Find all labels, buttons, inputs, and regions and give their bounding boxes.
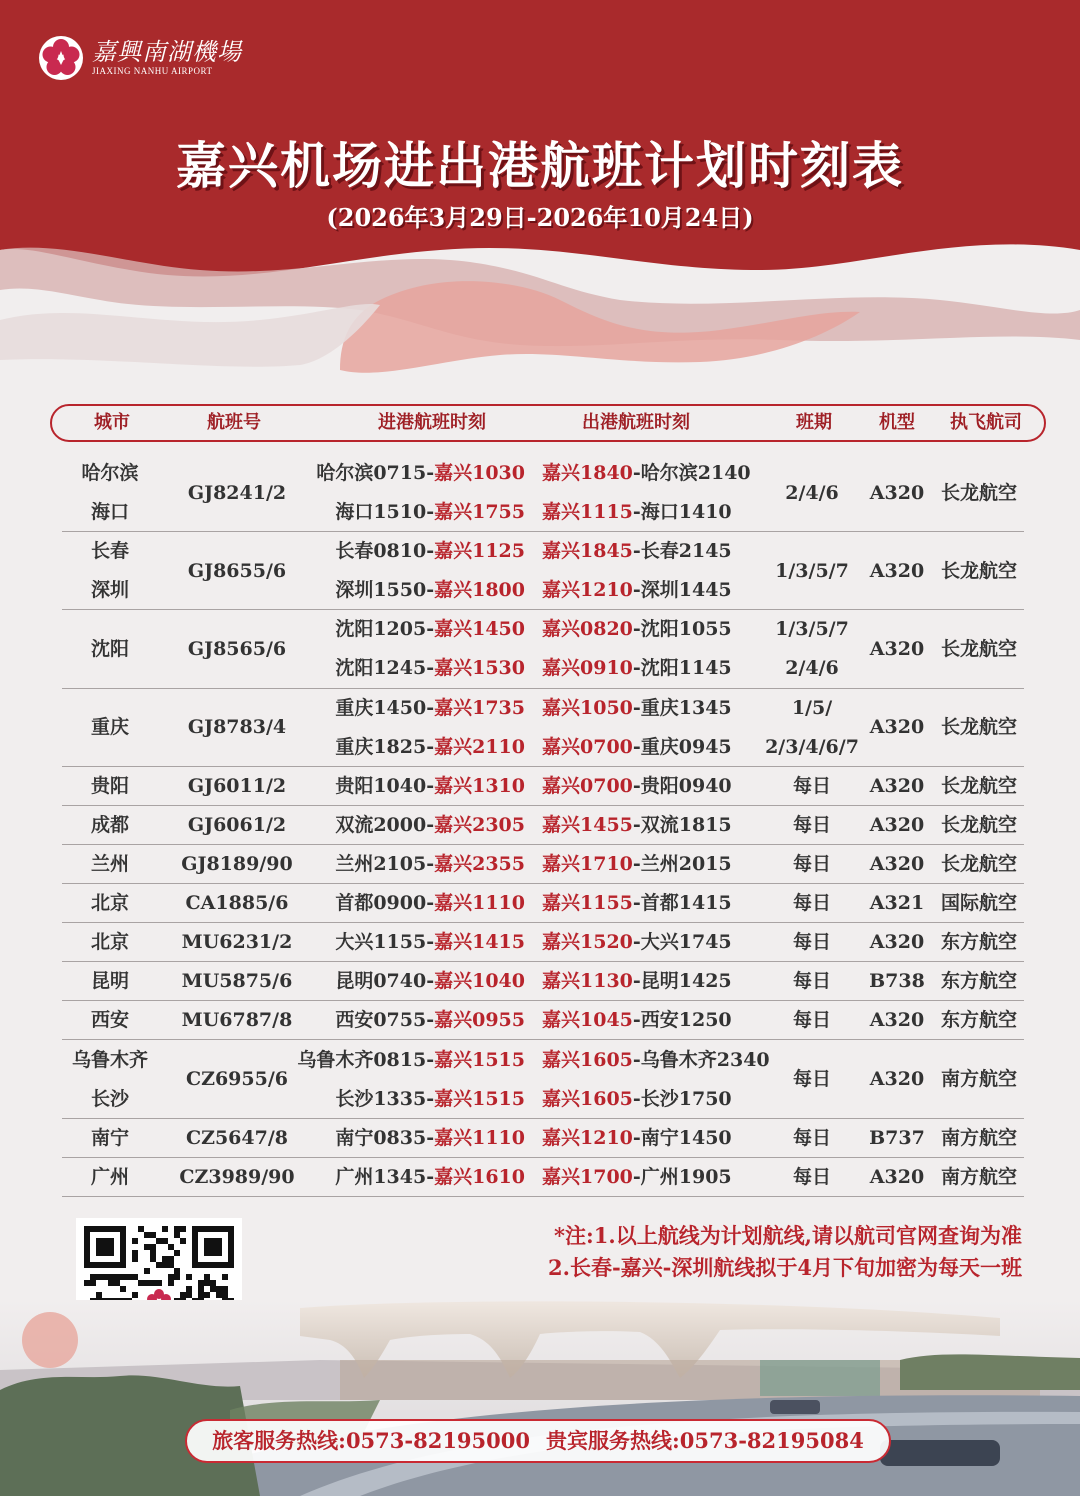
departure-jiaxing: 嘉兴1210	[542, 1126, 633, 1149]
arrival-jiaxing: 嘉兴1110	[434, 892, 525, 915]
airline-name: 国际航空	[940, 892, 1017, 915]
schedule-days: 2/3/4/6/7	[765, 735, 859, 758]
arrival-origin: 贵阳1040-	[335, 774, 435, 797]
departure-time	[542, 927, 782, 958]
arrival-jiaxing: 嘉兴1415	[434, 931, 525, 954]
aircraft-type: A320	[869, 1009, 925, 1032]
airline-name: 南方航空	[940, 1126, 1017, 1149]
notes	[400, 1220, 1022, 1284]
schedule-days: 每日	[792, 1126, 831, 1149]
departure-destination: -重庆0945	[632, 735, 732, 758]
arrival-jiaxing: 嘉兴1515	[434, 1048, 525, 1071]
aircraft-type: A320	[869, 813, 925, 836]
aircraft-type: A320	[869, 637, 925, 660]
city-name: 海口	[90, 501, 129, 524]
arrival-origin: 昆明0740-	[335, 970, 435, 993]
column-header-aircraft: 机型	[879, 412, 915, 433]
arrival-jiaxing: 嘉兴1110	[434, 1126, 525, 1149]
arrival-origin: 重庆1450-	[335, 696, 435, 719]
departure-destination: -沈阳1055	[632, 618, 732, 641]
departure-time	[542, 497, 782, 528]
departure-jiaxing: 嘉兴1210	[542, 579, 633, 602]
table-row	[62, 1158, 1024, 1197]
airline-name: 长龙航空	[940, 853, 1017, 875]
arrival-time	[287, 1123, 525, 1154]
arrival-origin: 双流2000-	[335, 813, 435, 836]
airport-logo	[38, 34, 242, 82]
aircraft-type: A320	[869, 1068, 925, 1091]
flight-number: CZ5647/8	[185, 1126, 289, 1149]
aircraft-type: A320	[869, 559, 925, 582]
table-row	[62, 884, 1024, 923]
departure-destination: -乌鲁木齐2340	[632, 1048, 770, 1071]
column-header-arrival: 进港航班时刻	[378, 412, 486, 433]
airline-name: 长龙航空	[940, 813, 1017, 836]
schedule-days: 1/3/5/7	[775, 559, 849, 582]
arrival-time	[287, 927, 525, 958]
arrival-time	[287, 614, 525, 645]
note-line-1: *注:1.以上航线为计划航线,请以航司官网查询为准	[554, 1223, 1022, 1248]
arrival-time	[287, 849, 525, 880]
arrival-jiaxing: 嘉兴0955	[434, 1009, 525, 1032]
table-row	[62, 1041, 1024, 1119]
departure-time	[542, 771, 782, 802]
aircraft-type: A320	[869, 931, 925, 954]
arrival-time	[287, 1162, 525, 1193]
schedule-days: 每日	[792, 892, 831, 915]
arrival-time	[287, 1005, 525, 1036]
departure-destination: -兰州2015	[632, 853, 732, 875]
city-name: 西安	[90, 1009, 129, 1032]
arrival-time	[287, 1045, 525, 1076]
city-name: 乌鲁木齐	[71, 1048, 148, 1071]
arrival-origin: 大兴1155-	[335, 931, 435, 954]
city-name: 贵阳	[90, 774, 129, 797]
departure-jiaxing: 嘉兴1115	[542, 501, 633, 524]
departure-jiaxing: 嘉兴0820	[542, 618, 633, 641]
city-name: 重庆	[90, 716, 129, 739]
arrival-jiaxing: 嘉兴1030	[434, 462, 525, 484]
table-row	[62, 1119, 1024, 1158]
arrival-jiaxing: 嘉兴1310	[434, 774, 525, 797]
arrival-origin: 海口1510-	[335, 501, 435, 524]
departure-destination: -大兴1745	[632, 931, 732, 954]
airline-name: 东方航空	[940, 970, 1017, 993]
flight-number: GJ8189/90	[181, 853, 293, 875]
table-row	[62, 610, 1024, 688]
column-header-departure: 出港航班时刻	[582, 412, 690, 433]
departure-time	[542, 810, 782, 841]
departure-time	[542, 1045, 782, 1076]
departure-time	[542, 1084, 782, 1115]
arrival-origin: 西安0755-	[335, 1009, 435, 1032]
departure-destination: -南宁1450	[632, 1126, 732, 1149]
airport-terminal-illustration	[0, 1300, 1080, 1496]
column-header-city: 城市	[94, 412, 130, 433]
arrival-origin: 长沙1335-	[335, 1087, 435, 1110]
departure-time	[542, 458, 782, 489]
arrival-origin: 哈尔滨0715-	[316, 462, 435, 484]
table-row	[62, 962, 1024, 1001]
departure-destination: -双流1815	[632, 813, 732, 836]
arrival-origin: 沈阳1245-	[335, 657, 435, 680]
service-hotline-bar	[185, 1419, 891, 1463]
departure-time	[542, 1005, 782, 1036]
table-row	[62, 454, 1024, 532]
logo-name-en: JIAXING NANHU AIRPORT	[92, 66, 213, 76]
departure-destination: -贵阳0940	[632, 774, 732, 797]
arrival-origin: 乌鲁木齐0815-	[297, 1048, 435, 1071]
schedule-days: 每日	[792, 931, 831, 954]
arrival-jiaxing: 嘉兴1040	[434, 970, 525, 993]
arrival-origin: 广州1345-	[335, 1165, 435, 1188]
departure-destination: -昆明1425	[632, 970, 732, 993]
city-name: 哈尔滨	[81, 462, 139, 484]
city-name: 北京	[90, 892, 129, 915]
aircraft-type: A321	[869, 892, 925, 915]
flight-number: GJ8655/6	[187, 559, 287, 582]
departure-jiaxing: 嘉兴0700	[542, 774, 633, 797]
departure-time	[542, 966, 782, 997]
departure-destination: -广州1905	[632, 1165, 732, 1188]
departure-time	[542, 732, 782, 763]
departure-jiaxing: 嘉兴1710	[542, 853, 633, 875]
departure-destination: -首都1415	[632, 892, 732, 915]
departure-time	[542, 849, 782, 880]
departure-destination: -深圳1445	[632, 579, 732, 602]
arrival-time	[287, 771, 525, 802]
airline-name: 长龙航空	[940, 559, 1017, 582]
schedule-days: 每日	[792, 1009, 831, 1032]
departure-time	[542, 614, 782, 645]
table-row	[62, 923, 1024, 962]
airline-name: 东方航空	[940, 931, 1017, 954]
table-row	[62, 845, 1024, 884]
arrival-origin: 首都0900-	[335, 892, 435, 915]
arrival-origin: 兰州2105-	[335, 853, 435, 875]
airline-name: 南方航空	[940, 1068, 1017, 1091]
schedule-days: 每日	[792, 1068, 831, 1091]
aircraft-type: A320	[869, 853, 925, 875]
table-row	[62, 767, 1024, 806]
arrival-origin: 重庆1825-	[335, 735, 435, 758]
arrival-time	[287, 888, 525, 919]
departure-destination: -重庆1345	[632, 696, 732, 719]
departure-jiaxing: 嘉兴1840	[542, 462, 633, 484]
departure-time	[542, 693, 782, 724]
departure-jiaxing: 嘉兴1050	[542, 696, 633, 719]
plum-blossom-icon	[38, 35, 84, 81]
table-row	[62, 689, 1024, 767]
airline-name: 东方航空	[940, 1009, 1017, 1032]
departure-destination: -长沙1750	[632, 1087, 732, 1110]
departure-time	[542, 653, 782, 684]
aircraft-type: A320	[869, 481, 925, 504]
departure-time	[542, 1123, 782, 1154]
schedule-days: 1/5/	[791, 696, 833, 719]
arrival-jiaxing: 嘉兴1530	[434, 657, 525, 680]
arrival-jiaxing: 嘉兴1800	[434, 579, 525, 602]
departure-jiaxing: 嘉兴1130	[542, 970, 633, 993]
note-line-2: 2.长春-嘉兴-深圳航线拟于4月下旬加密为每天一班	[548, 1255, 1022, 1280]
column-header-flight: 航班号	[207, 412, 261, 433]
arrival-origin: 深圳1550-	[335, 579, 435, 602]
schedule-days: 每日	[792, 970, 831, 993]
departure-time	[542, 1162, 782, 1193]
flight-number: MU6231/2	[181, 931, 293, 954]
city-name: 南宁	[90, 1126, 129, 1149]
schedule-days: 每日	[792, 1165, 831, 1188]
city-name: 长沙	[90, 1087, 129, 1110]
arrival-time	[287, 575, 525, 606]
flight-number: CZ3989/90	[179, 1165, 295, 1188]
departure-jiaxing: 嘉兴1845	[542, 540, 633, 563]
schedule-days: 每日	[792, 774, 831, 797]
flight-number: MU6787/8	[181, 1009, 293, 1032]
aircraft-type: B737	[869, 1126, 925, 1149]
table-row	[62, 1001, 1024, 1040]
city-name: 长春	[90, 540, 129, 563]
aircraft-type: A320	[869, 1165, 925, 1188]
departure-jiaxing: 嘉兴1520	[542, 931, 633, 954]
flight-number: CZ6955/6	[185, 1068, 289, 1091]
departure-jiaxing: 嘉兴1045	[542, 1009, 633, 1032]
arrival-time	[287, 1084, 525, 1115]
departure-destination: -长春2145	[632, 540, 732, 563]
departure-jiaxing: 嘉兴1605	[542, 1048, 633, 1071]
arrival-time	[287, 653, 525, 684]
arrival-jiaxing: 嘉兴1755	[434, 501, 525, 524]
arrival-jiaxing: 嘉兴2355	[434, 853, 525, 875]
city-name: 广州	[90, 1165, 129, 1188]
arrival-jiaxing: 嘉兴1515	[434, 1087, 525, 1110]
page-title: 嘉兴机场进出港航班计划时刻表	[176, 136, 904, 195]
departure-jiaxing: 嘉兴0910	[542, 657, 633, 680]
city-name: 沈阳	[90, 637, 129, 660]
arrival-jiaxing: 嘉兴1735	[434, 696, 525, 719]
arrival-jiaxing: 嘉兴1610	[434, 1165, 525, 1188]
logo-name-cn: 嘉興南湖機場	[92, 38, 242, 66]
flight-number: GJ8241/2	[187, 481, 287, 504]
arrival-time	[287, 536, 525, 567]
aircraft-type: B738	[869, 970, 925, 993]
flight-number: CA1885/6	[185, 892, 289, 915]
city-name: 昆明	[90, 970, 129, 993]
schedule-days: 1/3/5/7	[775, 618, 849, 641]
arrival-origin: 沈阳1205-	[335, 618, 435, 641]
arrival-jiaxing: 嘉兴1125	[434, 540, 525, 563]
table-row	[62, 806, 1024, 845]
departure-jiaxing: 嘉兴1700	[542, 1165, 633, 1188]
table-header	[50, 404, 1046, 442]
departure-jiaxing: 嘉兴1605	[542, 1087, 633, 1110]
airline-name: 长龙航空	[940, 637, 1017, 660]
schedule-days: 每日	[792, 813, 831, 836]
flight-number: GJ8783/4	[187, 716, 287, 739]
flight-number: MU5875/6	[181, 970, 293, 993]
vip-hotline: 贵宾服务热线:0573-82195084	[546, 1428, 864, 1453]
airline-name: 长龙航空	[940, 716, 1017, 739]
arrival-time	[287, 458, 525, 489]
departure-destination: -海口1410	[632, 501, 732, 524]
departure-destination: -沈阳1145	[632, 657, 732, 680]
flight-number: GJ6011/2	[187, 774, 287, 797]
departure-jiaxing: 嘉兴0700	[542, 735, 633, 758]
city-name: 兰州	[90, 853, 129, 875]
airline-name: 长龙航空	[940, 481, 1017, 504]
flight-number: GJ8565/6	[187, 637, 287, 660]
departure-jiaxing: 嘉兴1155	[542, 892, 633, 915]
aircraft-type: A320	[869, 774, 925, 797]
departure-jiaxing: 嘉兴1455	[542, 813, 633, 836]
schedule-days: 2/4/6	[785, 481, 839, 504]
city-name: 北京	[90, 931, 129, 954]
departure-time	[542, 888, 782, 919]
flight-number: GJ6061/2	[187, 813, 287, 836]
arrival-origin: 南宁0835-	[335, 1126, 435, 1149]
aircraft-type: A320	[869, 716, 925, 739]
table-row	[62, 532, 1024, 610]
city-name: 成都	[90, 813, 129, 836]
airline-name: 南方航空	[940, 1165, 1017, 1188]
arrival-time	[287, 693, 525, 724]
arrival-time	[287, 966, 525, 997]
schedule-days: 每日	[792, 853, 831, 875]
departure-time	[542, 575, 782, 606]
arrival-jiaxing: 嘉兴2110	[434, 735, 525, 758]
passenger-hotline: 旅客服务热线:0573-82195000	[212, 1428, 530, 1453]
departure-time	[542, 536, 782, 567]
airline-name: 长龙航空	[940, 774, 1017, 797]
arrival-time	[287, 497, 525, 528]
arrival-origin: 长春0810-	[335, 540, 435, 563]
departure-destination: -哈尔滨2140	[632, 462, 751, 484]
arrival-jiaxing: 嘉兴2305	[434, 813, 525, 836]
page-subtitle: (2026年3月29日-2026年10月24日)	[326, 203, 754, 232]
city-name: 深圳	[90, 579, 129, 602]
arrival-time	[287, 732, 525, 763]
departure-destination: -西安1250	[632, 1009, 732, 1032]
column-header-days: 班期	[796, 412, 832, 433]
schedule-days: 2/4/6	[785, 657, 839, 680]
arrival-time	[287, 810, 525, 841]
arrival-jiaxing: 嘉兴1450	[434, 618, 525, 641]
column-header-airline: 执飞航司	[950, 412, 1022, 433]
